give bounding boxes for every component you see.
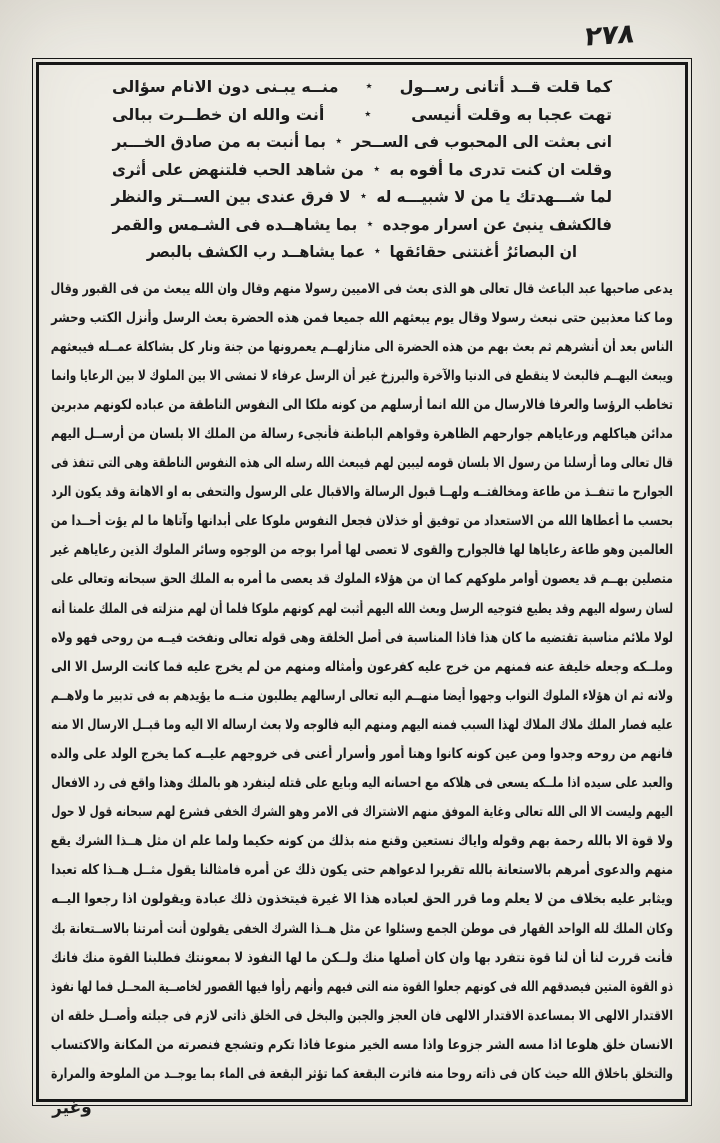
prose-line: متصلين بهــم قد يعصون أوامر ملوكهم كما ان من هؤلاء الملوك قد يعصى ما أمره به الملك الحق سبحانه وتعالى على <box>50 571 674 588</box>
prose-line: عليه فصار الملك ملاك الملاك لهذا السبب فمنه اليهم ومنهم اليه فالوجه ولا بعث ارساله الا اليه وما قبــل الارسال الا منه <box>51 716 674 733</box>
verse-line <box>146 242 577 270</box>
hemistich-first: ان البصائرُ أغنتنى حقائقها <box>389 242 577 261</box>
hemistich-first: كما قلت قــد أتانى رســول <box>399 77 612 96</box>
prose-line: يدعى صاحبها عبد الباعث قال تعالى هو الذى بعث فى الاميين رسولا منهم وقال وان الله يبعث من فى القبور وقال <box>50 280 673 297</box>
verse-star-icon: ٭ <box>366 216 374 232</box>
prose-line: فانهم من روحه وجدوا ومن عين كونه كانوا وهنا أمور وأسرار أعنى فى خروجهم عليــه كما يخرج الولد على والده <box>50 746 673 762</box>
catchword: وغير <box>51 1097 93 1119</box>
verse-star-icon: ٭ <box>374 244 381 259</box>
prose-line: اليهم وليست الا الى الله تعالى وغاية الموفق منهم الاشتراك فى الامر وهو الشرك الخفى فشرع لهم سبحانه قول لا حول <box>51 804 674 821</box>
prose-line: الانسان خلق هلوعا اذا مسه الشر جزوعا واذا مسه الخير منوعا فاذا تكرم وتشجع فنصرته من المكانة والاكتساب <box>50 1036 674 1053</box>
prose-line: وملــكه وجعله خليفة عنه فمنهم من خرج عليه كفرعون وأمثاله ومنهم من لم يخرج عليه فما كانت الرسل الا الى <box>51 658 673 675</box>
hemistich-first: فالكشف ينبئ عن اسرار موجده <box>382 214 612 234</box>
prose-line: لسان رسوله اليهم وقد يطيع فتوجيه الرسل وبعث الله اليهم أثبت لهم كونهم ملوكا فلما أن لهم منزلته فى الملك علمنا أنه <box>51 600 674 617</box>
hemistich-second: لا فرق عندى بين الســتر والنظر <box>111 187 351 206</box>
prose-line: ويثابر عليه بخلاف من لا يعلم وما قرر الحق لعباده هذا الا غيرة فيتخذون ذلك عبادة ويقولون اذا رجعوا اليــه <box>51 891 674 908</box>
prose-line: الاقتدار الالهى الا بمساعدة الاقتدار الالهى فان العجز والجبن والبخل فى الخلق ذاتى لازم فى جبلته وأصــل خلقه ان <box>50 1007 673 1024</box>
hemistich-second: عما يشاهــد رب الكشف بالبصر <box>146 242 366 261</box>
verse-line <box>111 187 612 215</box>
prose-line: قال تعالى وما أرسلنا من رسول الا بلسان قومه ليبين لهم فيبعث الله رسله الى هذه النفوس الناطقة وهى التى تنفذ فى <box>50 455 673 472</box>
verse-star-icon: ٭ <box>364 106 372 122</box>
prose-line: تخاطب الرؤسا والعرفا فالارسال من الله انما أرسلهم من كونه ملكا الى النفوس الناطقة من عباده لكونهم مدبرين <box>51 396 674 413</box>
hemistich-first: انى بعثت الى المحبوب فى الســحر <box>351 132 612 151</box>
prose-line: الناس بعد أن أنشرهم ثم بعث بهم من هذه الحضرة الى منازلهــم يعمرونها من جنة ونار كل بشاكلة عمــله فيبعثهم <box>50 338 674 355</box>
prose-line: وكان الملك لله الواحد القهار فى موطن الجمع وسئلوا عن مثل هــذا الشرك الخفى يقولون أنت أمرتنا بالاســتعانة بك <box>51 920 673 937</box>
prose-line: لولا ملائم مناسبة تقتضيه ما كان هذا فاذا المناسبة فى أصل الخلقة وهى قوله تعالى ونفخت فيــه من روحى فهو ولاه <box>51 629 673 646</box>
hemistich-second: بما يشاهــده فى الشـمس والقمر <box>112 214 358 234</box>
verse-star-icon: ٭ <box>365 79 373 94</box>
prose-line: والتخلق باخلاق الله حيث كان فى ذاته روحا منه فاثرت البقعة كما تؤثر البقعة فى الماء بما يوجــد من الملوحة والمرارة <box>50 1066 673 1083</box>
hemistich-first: لما شـــهدتك يا من لا شبيـــه له <box>376 187 612 206</box>
hemistich-first: تهت عجبا به وقلت أنيسى <box>411 104 612 124</box>
verse-line <box>112 214 612 243</box>
hemistich-second: بما أنبت به من صادق الخـــبر <box>112 132 326 151</box>
hemistich-second: منــه يبـنى دون الانام سؤالى <box>112 77 339 96</box>
page-number: ٢٧٨ <box>582 18 636 53</box>
prose-line: ذو القوة المتين فيصدقهم الله فى كونهم جعلوا القوة منه التى فيهم وأنهم رأوا فيها القصور لخاصــية المحــل فما لها نفوذ <box>50 978 674 995</box>
hemistich-first: وقلت ان كنت تدرى ما أفوه به <box>389 159 612 179</box>
prose-line: وما كنا معذبين حتى نبعث رسولا وقال يوم يبعثهم الله جميعا فمن هذه الحضرة بعث الرسل وأنزل الكتب وحشر <box>51 309 673 326</box>
prose-line: والعبد على سيده اذا ملــكه يسعى فى هلاكه مع احسانه اليه وبايع على قتله لينفرد هو بالملك وهذا واقع فى رد الافعال <box>51 775 674 792</box>
prose-section <box>51 275 673 1090</box>
verse-star-icon: ٭ <box>360 189 367 204</box>
poem-section <box>112 77 612 270</box>
prose-line: ولا قوة الا بالله رحمة بهم وقوله واياك نستعين وقنع منه بذلك من كونه حكيما ولما علم ان مثل هــذا الشرك يقع <box>50 833 673 850</box>
verse-star-icon: ٭ <box>373 161 381 177</box>
verse-line <box>112 105 612 133</box>
verse-line <box>112 77 612 105</box>
prose-line: منهم والدعوى أمرهم بالاستعانة بالله تقريرا لدعواهم حتى يكون ذلك عن أمره فامثالنا يقول مثــل هــذا كله تعبدا <box>51 862 673 879</box>
prose-line: ويبعث اليهــم فالبعث لا ينقطع فى الدنيا والآخرة والبرزخ غير أن الرسل عرفاء لا تمشى الا بين الملوك لا بين الرعايا وانما <box>51 367 674 384</box>
text-frame <box>36 62 688 1102</box>
hemistich-second: أنت والله ان خطــرت ببالى <box>112 104 325 124</box>
prose-line: فأنت قررت لنا أن لنا قوة نتفرد بها وان كان أصلها منك ولــكن ما لها النفوذ لا بمعونتك فطلبنا القوة منك فانك <box>51 949 673 966</box>
verse-line <box>112 159 612 188</box>
verse-line <box>112 132 612 160</box>
prose-line: مدائن هياكلهم ورعاياهم جوارحهم الظاهرة وقواهم الباطنة فأنجىء رسالة من الملك الا بلسان من أرســل اليهم <box>51 425 674 442</box>
hemistich-second: من شاهد الحب فلتنهض على أثرى <box>112 159 364 179</box>
prose-line: العالمين وهو طاعة رعاياها لها فالجوارح والقوى لا تعصى لها أمرا بوجه من الوجوه وسائر الملوك الذين رعاياهم غير <box>50 542 674 559</box>
prose-line: بحسب ما أعطاها الله من الاستعداد من توفيق أو خذلان فجعل النفوس ملوكا على أبدانها وآتاها ما لم يؤت أحــدا من <box>50 513 674 530</box>
prose-line: ولانه ثم ان هؤلاء الملوك النواب وجهوا أيضا منهــم اليه تعالى ارسالهم يطلبون منــه ما يؤيدهم به فى تدبير ما ولاهــم <box>50 687 674 704</box>
verse-star-icon: ٭ <box>335 134 343 149</box>
prose-line: الجوارح ما تنفــذ من طاعة ومخالفتــه ولهــا قبول الرسالة والاقبال على الرسول والتحفى به او الاهانة وقد يكون الرد <box>51 484 673 501</box>
